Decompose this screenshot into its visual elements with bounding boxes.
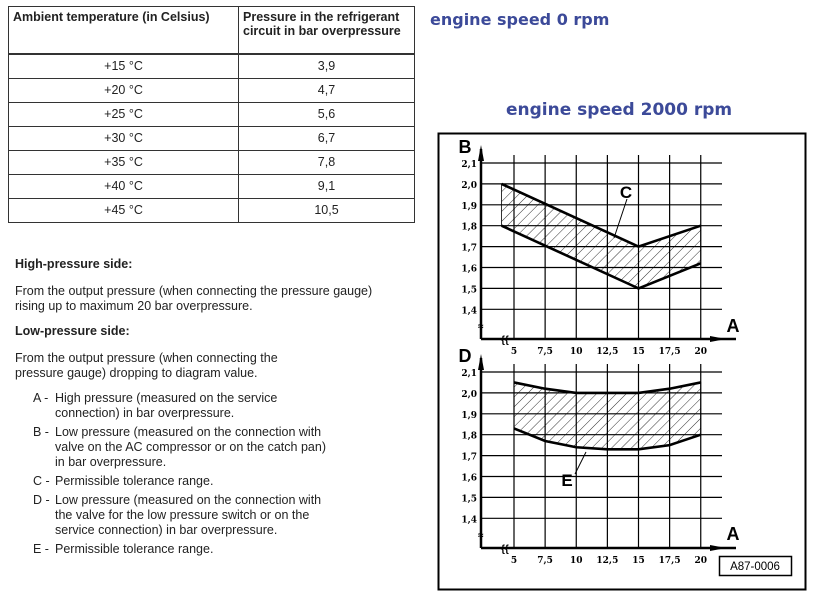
- high-pressure-body-line2: rising up to maximum 20 bar overpressure.: [15, 299, 253, 313]
- header-pressure: Pressure in the refrigerant circuit in bar overpressure: [239, 7, 415, 54]
- y-tick-label: 2,0: [461, 180, 477, 191]
- legend-text: Permissible tolerance range.: [55, 474, 214, 488]
- cell-pressure: 6,7: [239, 126, 415, 150]
- low-pressure-body-line2: pressure gauge) dropping to diagram value.: [15, 366, 258, 380]
- y-axis-letter: D: [458, 346, 472, 366]
- header-ambient-temperature: Ambient temperature (in Celsius): [9, 7, 239, 54]
- y-tick-label: 1,5: [461, 494, 477, 505]
- y-tick-label: 1,8: [461, 222, 477, 233]
- legend-key: A -: [33, 391, 49, 405]
- y-tick-label: 1,6: [461, 473, 477, 484]
- cell-pressure: 10,5: [239, 198, 415, 222]
- x-tick-label: 15: [632, 556, 645, 566]
- x-tick-label: 12,5: [596, 556, 619, 566]
- heading-engine-speed-0: engine speed 0 rpm: [430, 10, 610, 29]
- chart-b: [459, 137, 740, 357]
- x-axis-arrow-icon: [710, 336, 726, 342]
- y-tick-label: 1,7: [461, 452, 477, 463]
- cell-temperature: +40 °C: [9, 174, 239, 198]
- legend-text: Low pressure (measured on the connection with the valve for the low pressure switch or on the service connection) in bar overpressure.: [55, 493, 322, 537]
- x-tick-label: 17,5: [658, 347, 681, 357]
- cell-temperature: +25 °C: [9, 102, 239, 126]
- legend-text: High pressure (measured on the service connection) in bar overpressure.: [55, 391, 278, 420]
- x-tick-label: 20: [694, 556, 708, 566]
- cell-pressure: 9,1: [239, 174, 415, 198]
- x-tick-label: 7,5: [537, 556, 553, 566]
- heading-engine-speed-2000: engine speed 2000 rpm: [506, 100, 733, 120]
- cell-temperature: +30 °C: [9, 126, 239, 150]
- x-tick-label: 5: [510, 556, 518, 566]
- low-pressure-body-line1: From the output pressure (when connecting the: [15, 351, 278, 365]
- x-axis-break-icon: {{: [501, 335, 509, 346]
- x-tick-label: 10: [569, 556, 583, 566]
- cell-temperature: +45 °C: [9, 198, 239, 222]
- high-pressure-title: High-pressure side:: [15, 257, 133, 271]
- y-axis-break-icon: ≈: [478, 321, 484, 333]
- y-tick-label: 2,1: [461, 160, 477, 170]
- chart-d: [459, 346, 740, 566]
- x-axis-break-icon: {{: [501, 544, 509, 555]
- x-axis-arrow-icon: [710, 545, 726, 551]
- x-tick-label: 15: [632, 347, 645, 357]
- region-label: E: [561, 471, 573, 490]
- x-tick-label: 17,5: [658, 556, 681, 566]
- cell-pressure: 3,9: [239, 54, 415, 79]
- legend-key: D -: [33, 493, 50, 507]
- y-axis-arrow-icon: [478, 354, 484, 370]
- region-label: C: [619, 183, 633, 202]
- cell-pressure: 4,7: [239, 78, 415, 102]
- legend-key: B -: [33, 425, 49, 439]
- y-axis-arrow-icon: [478, 145, 484, 161]
- y-tick-label: 1,4: [461, 306, 477, 317]
- cell-temperature: +15 °C: [9, 54, 239, 79]
- low-pressure-title: Low-pressure side:: [15, 324, 130, 338]
- y-tick-label: 1,6: [461, 264, 477, 275]
- figure-id: A87-0006: [730, 561, 780, 573]
- y-axis-break-icon: ≈: [478, 530, 484, 542]
- x-tick-label: 7,5: [537, 347, 553, 357]
- x-tick-label: 20: [694, 347, 708, 357]
- x-tick-label: 5: [510, 347, 518, 357]
- y-tick-label: 1,9: [461, 410, 477, 421]
- x-tick-label: 10: [569, 347, 583, 357]
- x-tick-label: 12,5: [596, 347, 619, 357]
- cell-pressure: 7,8: [239, 150, 415, 174]
- y-tick-label: 2,1: [461, 369, 477, 379]
- y-axis-letter: B: [458, 137, 472, 157]
- y-tick-label: 1,9: [461, 201, 477, 212]
- x-axis-letter: A: [726, 316, 740, 336]
- legend-text: Permissible tolerance range.: [55, 542, 214, 556]
- y-tick-label: 1,7: [461, 243, 477, 254]
- y-tick-label: 2,0: [461, 389, 477, 400]
- cell-pressure: 5,6: [239, 102, 415, 126]
- cell-temperature: +20 °C: [9, 78, 239, 102]
- y-tick-label: 1,4: [461, 515, 477, 526]
- high-pressure-body-line1: From the output pressure (when connecting the pressure gauge): [15, 284, 373, 298]
- y-tick-label: 1,8: [461, 431, 477, 442]
- legend-key: C -: [33, 474, 50, 488]
- y-tick-label: 1,5: [461, 285, 477, 296]
- legend-key: E -: [33, 542, 49, 556]
- x-axis-letter: A: [726, 524, 740, 544]
- cell-temperature: +35 °C: [9, 150, 239, 174]
- legend-text: Low pressure (measured on the connection with valve on the AC compressor or on the catch pan) in bar overpressure.: [55, 425, 326, 469]
